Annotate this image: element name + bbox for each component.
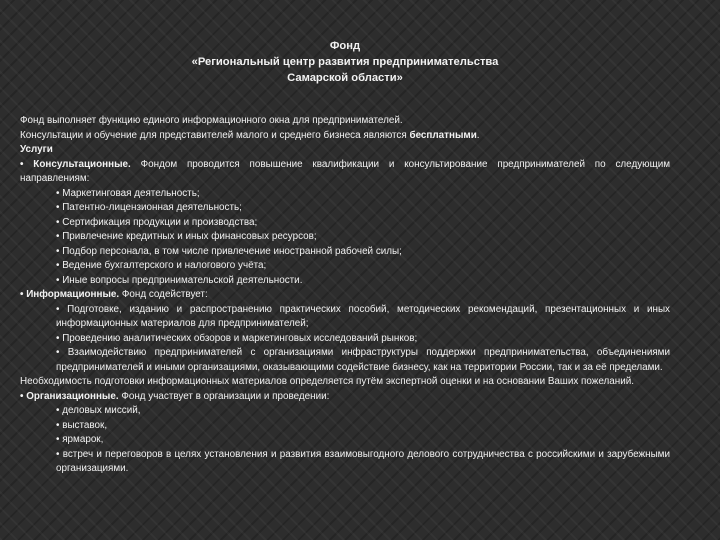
intro-text: Консультации и обучение для представителей малого и среднего бизнеса являются bbox=[20, 129, 410, 141]
list-item: • Маркетинговая деятельность; bbox=[56, 187, 200, 199]
list-item: • выставок, bbox=[56, 419, 108, 431]
consulting-text: Фондом проводится повышение квалификации и консультирование предпринимателей по следующим направлениям: bbox=[20, 158, 670, 184]
consulting-paragraph bbox=[20, 158, 670, 187]
slide-body bbox=[20, 114, 670, 477]
list-item: • встреч и переговоров в целях установления и развития взаимовыгодного делового сотрудничества с российскими и зарубежными организациями. bbox=[56, 448, 670, 474]
title-line-1: Фонд bbox=[329, 40, 361, 52]
list-item: • ярмарок, bbox=[56, 434, 104, 445]
intro-paragraph-1: Фонд выполняет функцию единого информационного окна для предпринимателей. bbox=[20, 115, 403, 126]
intro-paragraph-2 bbox=[20, 129, 670, 144]
list-item: • Взаимодействию предпринимателей с организациями инфраструктуры поддержки предпринимательства, объединениями предпринимателей и иными организациями, оказывающими содействие бизнесу, как на территории России, так и за её пределами. bbox=[56, 347, 670, 373]
organizational-paragraph bbox=[20, 390, 670, 405]
list-item: • Проведению аналитических обзоров и маркетинговых исследований рынков; bbox=[56, 332, 418, 344]
title-line-3: Самарской области» bbox=[287, 72, 403, 84]
informational-label: • Информационные. bbox=[20, 289, 120, 300]
list-item: • Привлечение кредитных и иных финансовых ресурсов; bbox=[56, 231, 317, 242]
slide-title bbox=[20, 38, 670, 86]
list-item: • Иные вопросы предпринимательской деятельности. bbox=[56, 274, 303, 286]
list-item: • деловых миссий, bbox=[56, 405, 141, 416]
organizational-text: Фонд участвует в организации и проведении: bbox=[118, 390, 330, 402]
list-item: • Подготовке, изданию и распространению практических пособий, методических рекомендаций, презентационных и иных информационных материалов для предпринимателей; bbox=[56, 303, 670, 329]
intro-free-emphasis: бесплатными bbox=[409, 129, 477, 141]
informational-text: Фонд содействует: bbox=[119, 289, 208, 300]
list-item: • Сертификация продукции и производства; bbox=[56, 216, 258, 228]
services-heading: Услуги bbox=[20, 144, 53, 155]
informational-paragraph bbox=[20, 288, 670, 303]
title-line-2: «Региональный центр развития предпринимательства bbox=[191, 56, 499, 68]
organizational-label: • Организационные. bbox=[20, 390, 119, 402]
list-item: • Ведение бухгалтерского и налогового учёта; bbox=[56, 260, 267, 271]
intro-end: . bbox=[476, 129, 480, 141]
list-item: • Патентно-лицензионная деятельность; bbox=[56, 202, 242, 213]
necessity-paragraph: Необходимость подготовки информационных материалов определяется путём экспертной оценки и на основании Ваших пожеланий. bbox=[20, 376, 635, 387]
consulting-label: • Консультационные. bbox=[20, 158, 131, 170]
list-item: • Подбор персонала, в том числе привлечение иностранной рабочей силы; bbox=[56, 245, 402, 257]
